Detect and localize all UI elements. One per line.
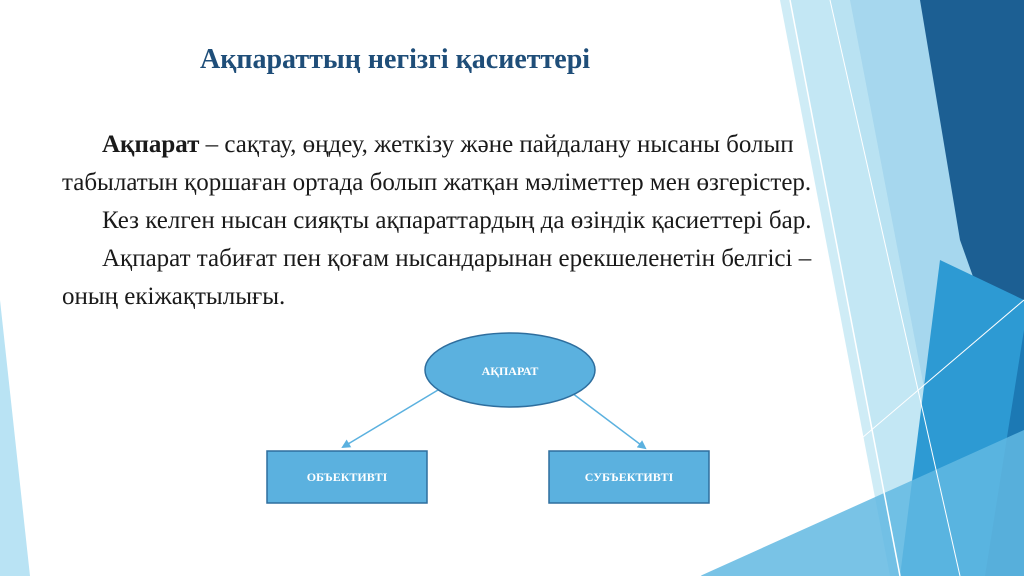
objective-label: ОБЪЕКТИВТІ (306, 470, 388, 484)
root-label: АҚПАРАТ (481, 364, 539, 378)
subjective-label: СУБЪЕКТИВТІ (584, 470, 674, 484)
definition-text: – сақтау, өңдеу, жеткізу және пайдалану нысаны болып (199, 131, 794, 158)
arrow-to-objective (343, 390, 438, 447)
node-objective (267, 451, 427, 503)
paragraph-duality-end: оның екіжақтылығы. (62, 283, 286, 310)
definition-continuation: табылатын қоршаған ортада болып жатқан мәліметтер мен өзгерістер. (62, 169, 812, 196)
slide-title: Ақпараттың негізгі қасиеттері (200, 44, 591, 75)
node-subjective (549, 451, 709, 503)
term-akparat: Ақпарат (102, 131, 200, 158)
paragraph-properties: Кез келген нысан сияқты ақпараттардың да өзіндік қасиеттері бар. (102, 207, 812, 234)
paragraph-duality: Ақпарат табиғат пен қоғам нысандарынан ерекшеленетін белгісі – (102, 245, 812, 272)
arrow-to-subjective (572, 393, 645, 448)
node-root (425, 333, 595, 407)
